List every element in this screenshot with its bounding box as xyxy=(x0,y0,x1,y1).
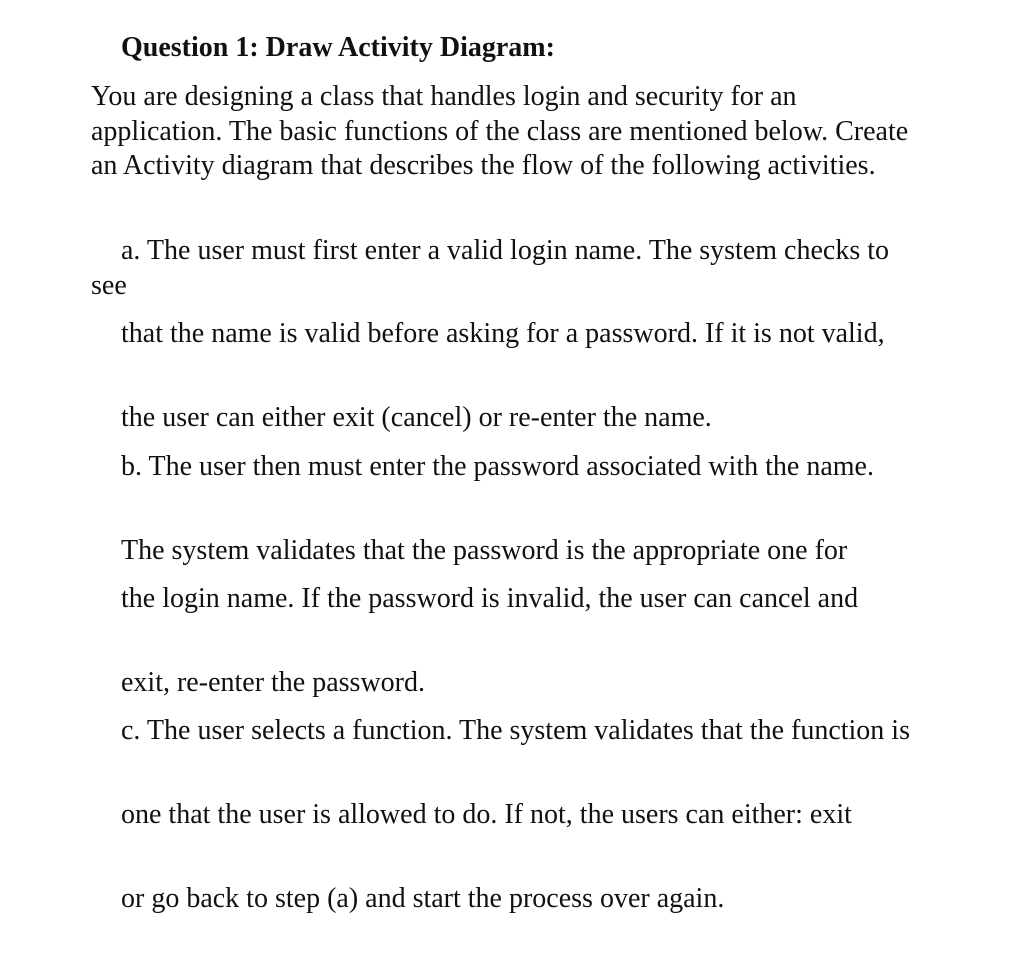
step-a-line-2: that the name is valid before asking for a password. If it is not valid, xyxy=(121,318,885,349)
step-b-line-4: exit, re-enter the password. xyxy=(121,667,425,698)
step-b-line-1: b. The user then must enter the password associated with the name. xyxy=(121,451,874,482)
step-c-line-1: c. The user selects a function. The system validates that the function is xyxy=(121,715,910,746)
step-c-line-3: or go back to step (a) and start the process over again. xyxy=(121,883,725,914)
intro-paragraph: You are designing a class that handles login and security for an application. The basic functions of the class are mentioned below. Create an Activity diagram that describes the flow of the following activities. xyxy=(91,81,909,181)
step-b-line-2: The system validates that the password is the appropriate one for xyxy=(121,535,848,566)
question-title: Question 1: Draw Activity Diagram: xyxy=(121,32,555,63)
step-a-line-1: a. The user must first enter a valid login name. The system checks to see xyxy=(91,235,889,301)
step-a-line-3: the user can either exit (cancel) or re-enter the name. xyxy=(121,402,712,433)
step-c-line-2: one that the user is allowed to do. If not, the users can either: exit xyxy=(121,799,852,830)
step-b-line-3: the login name. If the password is invalid, the user can cancel and xyxy=(121,583,859,614)
